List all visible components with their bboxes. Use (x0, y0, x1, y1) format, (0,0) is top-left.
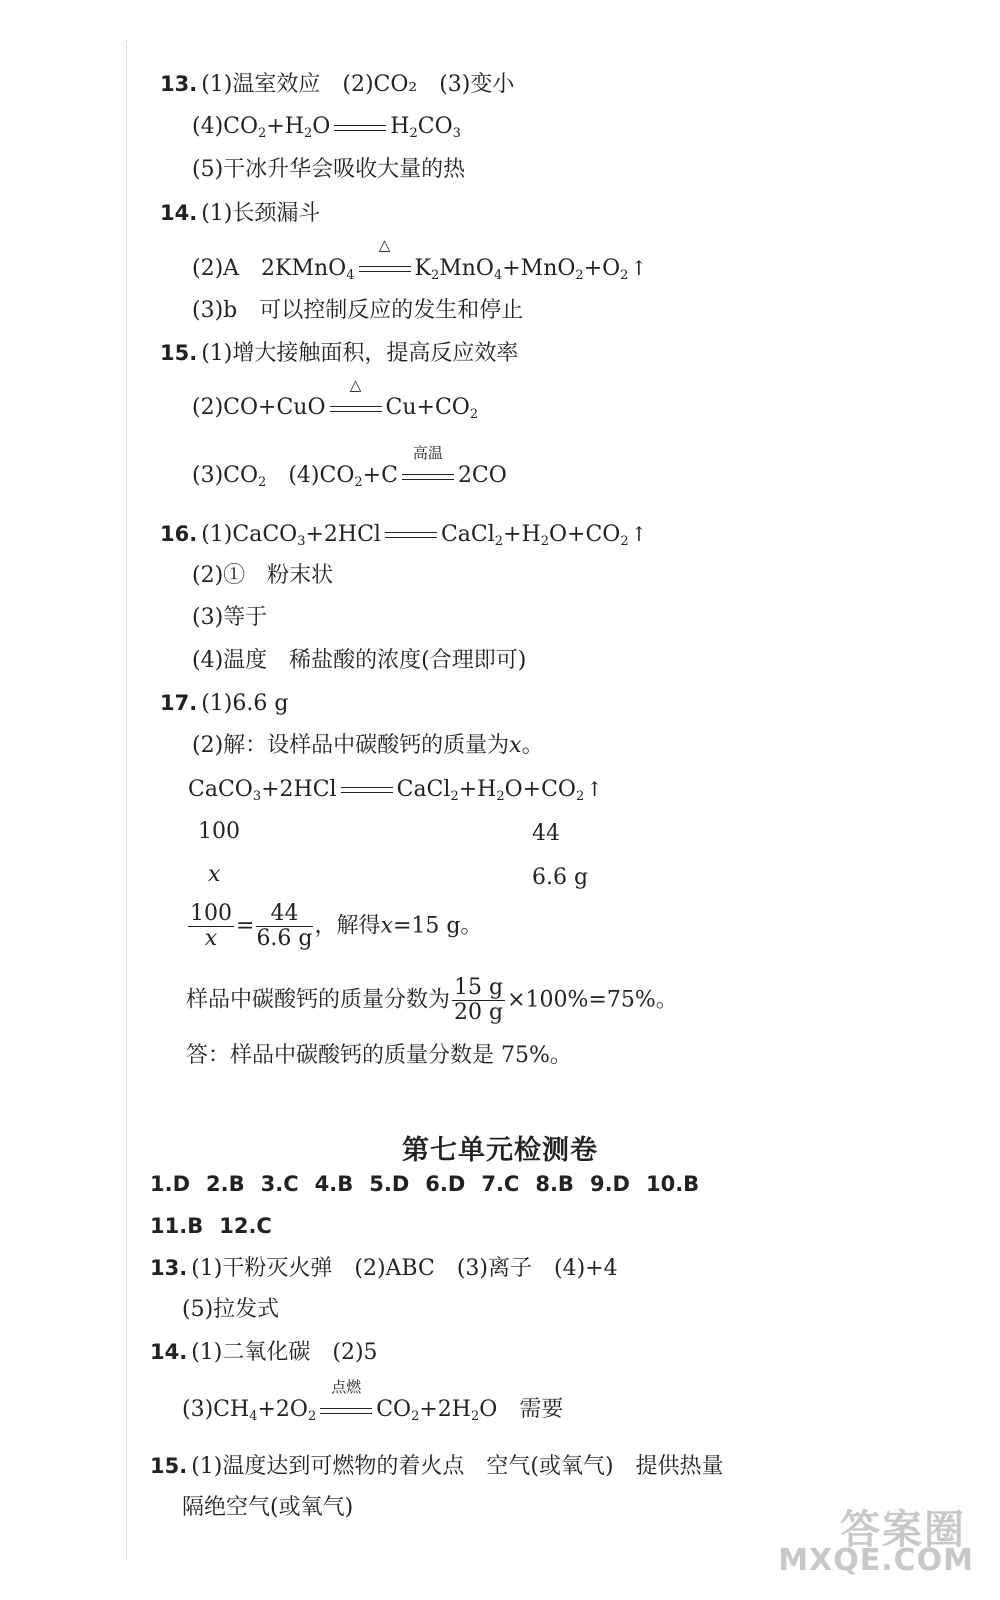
equals-sign (328, 376, 384, 422)
s14-eq-part: O 需要 (479, 1397, 564, 1422)
mc-answer: 1.D (150, 1172, 191, 1196)
mc-answer: 9.D (589, 1172, 630, 1196)
q16-eq-part: CaCl (440, 522, 495, 547)
s13-line2: (5)拉发式 (182, 1297, 280, 1322)
q15-eq-part: (4)CO (266, 463, 355, 488)
q15-eq-part: Cu+CO (385, 395, 470, 420)
q17-answer: 答：样品中碳酸钙的质量分数是 75%。 (186, 1043, 572, 1068)
q14-line3: (3)b 可以控制反应的发生和停止 (192, 298, 524, 323)
s14-eq-part: +2O (257, 1397, 308, 1422)
q17-eq-part: CaCO (188, 777, 253, 802)
fraction-denominator: 6.6 g (256, 926, 313, 951)
q13-text1: (1)温室效应 (2)CO₂ (3)变小 (201, 72, 515, 97)
mc-answer: 12.C (219, 1214, 272, 1238)
q17-text1: (1)6.6 g (201, 691, 289, 716)
q17-percent-line (186, 976, 678, 1025)
q13-line1 (160, 70, 514, 99)
q17-mass-44: 44 (532, 821, 560, 846)
s15-line1 (150, 1452, 724, 1481)
q17-ratio-text: ，解得 (314, 913, 381, 939)
mc-answer: 5.D (369, 1172, 410, 1196)
mc-answer: 2.B (206, 1172, 245, 1196)
q17-mass-x: x (208, 862, 221, 887)
q16-number: 16. (160, 522, 198, 546)
q13-eq-part: H (390, 114, 410, 139)
s14-eq-part: CO (376, 1397, 412, 1422)
q16-eq-part: +H (503, 522, 541, 547)
q15-line3: $(3)CO_2$ $(4)CO_2+C$ 高温 2CO (192, 444, 507, 490)
equals-sign (332, 113, 388, 141)
q15-text1: (1)增大接触面积，提高反应效率 (201, 341, 519, 366)
q15-line1 (160, 339, 518, 368)
q13-eq-part: +H (266, 114, 304, 139)
fraction-44-over-66 (256, 902, 312, 951)
s14-eq-part: (3)CH (182, 1397, 250, 1422)
s14-line2: $(3)CH_4+2O_2$ 点燃 $CO_2+2H_2O$ 需要 (182, 1378, 564, 1424)
up-arrow-icon: ↑ (630, 256, 648, 280)
mc-row-1 (150, 1170, 715, 1198)
q16-line2: (2)① 粉末状 (192, 563, 334, 588)
q14-number: 14. (160, 201, 198, 225)
condition-heat: △ (349, 376, 362, 394)
s15-number: 15. (150, 1454, 188, 1478)
q17-ratio-line: $\frac{100}{x}$ = $\frac{44}{6.6 g}$ ，解得x=15 g。 (190, 901, 483, 951)
watermark-logo: 答案圈 (840, 1507, 966, 1553)
mc-answer: 7.C (481, 1172, 520, 1196)
s14-number: 14. (150, 1340, 188, 1364)
equals-sign (339, 775, 395, 803)
q13-number: 13. (160, 72, 198, 96)
up-arrow-icon: ↑ (630, 522, 648, 546)
mc-answer: 10.B (645, 1172, 700, 1196)
section-title: 第七单元检测卷 (402, 1135, 598, 1166)
margin-dotted-line (126, 40, 127, 1560)
up-arrow-icon: ↑ (586, 777, 604, 801)
q15-eq-part: (3)CO (192, 463, 259, 488)
q17-percent-text: 样品中碳酸钙的质量分数为 (186, 987, 451, 1013)
s13-line1 (150, 1254, 618, 1283)
q17-eq-part: O+CO (504, 777, 576, 802)
q17-line1 (160, 689, 288, 718)
condition-high-temp: 高温 (412, 444, 443, 462)
variable-x: x (380, 913, 393, 939)
q15-eq-part: +C (362, 463, 398, 488)
q17-eq-part: +2HCl (261, 777, 337, 802)
q14-eq-part: (2)A 2KMnO (192, 256, 347, 281)
mc-answer: 11.B (150, 1214, 204, 1238)
q16-line1: 16. (1)CaCO$_3$+2HCl $CaCl_2+H_2O+CO_2$ ↑ (160, 522, 648, 549)
s13-text1: (1)干粉灭火弹 (2)ABC (3)离子 (4)+4 (191, 1256, 618, 1281)
s13-number: 13. (150, 1256, 188, 1280)
q13-line3: (5)干冰升华会吸收大量的热 (192, 157, 466, 182)
q16-eq-part: +2HCl (305, 522, 381, 547)
mc-row-2 (150, 1212, 288, 1240)
fraction-numerator: 15 g (454, 975, 504, 1000)
q17-text2-end: 。 (521, 733, 544, 758)
q17-percent-result: ×100%=75%。 (507, 987, 678, 1013)
mc-answer: 8.B (535, 1172, 574, 1196)
q16-line3: (3)等于 (192, 605, 268, 630)
q14-eq-part: MnO (439, 256, 494, 281)
q16-eq-part: (1)CaCO (201, 522, 298, 547)
equals-sign (357, 236, 413, 282)
q15-eq-part: 2CO (457, 463, 507, 488)
q16-eq-part: O+CO (548, 522, 621, 547)
q17-line2 (192, 732, 544, 760)
q16-line4: (4)温度 稀盐酸的浓度(合理即可) (192, 648, 527, 673)
mc-answer: 3.C (260, 1172, 299, 1196)
s14-line1 (150, 1338, 378, 1367)
condition-heat: △ (378, 236, 391, 254)
q14-eq-part: +O (583, 256, 621, 281)
q14-line1 (160, 199, 320, 228)
q17-mass-100: 100 (198, 819, 240, 844)
q17-number: 17. (160, 691, 198, 715)
q13-line2: $(4)CO_2+H_2O$ $H_2CO_3$ (192, 114, 461, 141)
equals-sign (383, 520, 439, 548)
q15-line2: (2)CO+CuO △ $Cu+CO_2$ (192, 376, 479, 422)
q17-eq-part: CaCl (396, 777, 451, 802)
fraction-denominator: 20 g (454, 1000, 504, 1025)
fraction-numerator: 100 (190, 901, 232, 926)
q14-text1: (1)长颈漏斗 (201, 201, 321, 226)
q17-mass-66: 6.6 g (532, 865, 589, 890)
s15-text1: (1)温度达到可燃物的着火点 空气(或氧气) 提供热量 (191, 1454, 724, 1479)
q17-ratio-result: =15 g。 (392, 913, 483, 939)
q14-eq-part: K (414, 256, 431, 281)
watermark-url: MXQE.COM (778, 1543, 974, 1578)
q13-eq-part: CO (417, 114, 453, 139)
q13-eq-part: (4)CO (192, 114, 259, 139)
variable-x: x (509, 733, 522, 758)
s14-text1: (1)二氧化碳 (2)5 (191, 1340, 378, 1365)
q15-eq-part: (2)CO+CuO (192, 395, 326, 420)
q17-text2: (2)解：设样品中碳酸钙的质量为 (192, 733, 510, 758)
q14-line2: (2)A 2KMnO$_4$ △ $K_2MnO_4+MnO_2+O_2$ ↑ (192, 236, 648, 283)
equals-sign (318, 1378, 374, 1424)
watermark (778, 1498, 974, 1578)
q14-eq-part: +MnO (502, 256, 576, 281)
q17-equation: CaCO$_3$+2HCl $CaCl_2+H_2O+CO_2$ ↑ (188, 777, 604, 804)
fraction-denominator: x (204, 926, 218, 951)
fraction-15-over-20 (452, 976, 505, 1025)
mc-answer: 4.B (314, 1172, 354, 1196)
s14-eq-part: +2H (419, 1397, 471, 1422)
condition-ignite: 点燃 (331, 1378, 362, 1396)
s15-line2: 隔绝空气(或氧气) (182, 1495, 354, 1520)
fraction-numerator: 44 (256, 902, 312, 927)
fraction-100-over-x (188, 902, 234, 951)
q17-eq-part: +H (458, 777, 497, 802)
equals-sign (400, 444, 456, 490)
q13-eq-part: O (312, 114, 331, 139)
mc-answer: 6.D (425, 1172, 466, 1196)
q15-number: 15. (160, 341, 198, 365)
